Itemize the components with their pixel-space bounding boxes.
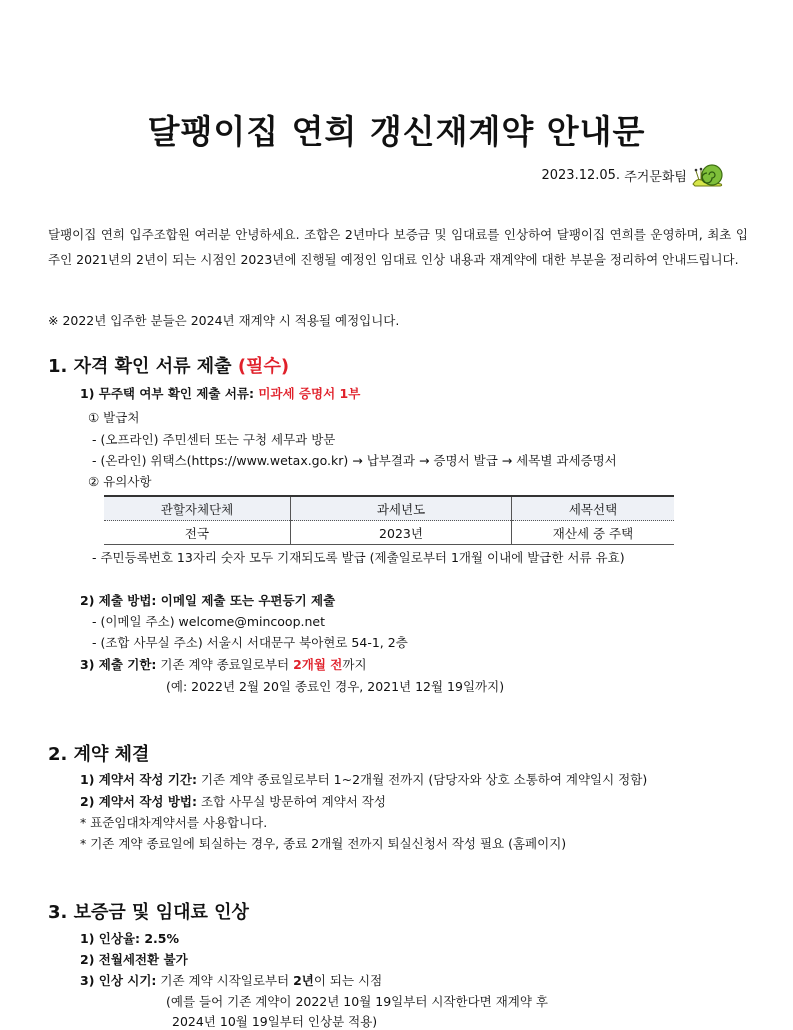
snail-logo-icon — [691, 162, 725, 188]
s3-item3 — [80, 971, 382, 989]
table-cell: 전국 — [104, 521, 291, 545]
s2-note-2: * 기존 계약 종료일에 퇴실하는 경우, 종료 2개월 전까지 퇴실신청서 작성 필요 (홈페이지) — [80, 836, 567, 851]
team-text: 주거문화팀 — [624, 169, 687, 185]
s1-item1-label: 1) 무주택 여부 확인 제출 서류: — [80, 386, 254, 401]
tax-selection-table — [104, 495, 674, 545]
s3-example-line-1: (예를 들어 기존 계약이 2022년 10월 19일부터 시작한다면 재계약 후 — [166, 994, 548, 1009]
section-1-heading — [48, 352, 289, 378]
s1-item3-suffix: 까지 — [342, 657, 367, 672]
table-header: 세목선택 — [512, 496, 675, 521]
s3-item3-period: 2년 — [293, 973, 314, 988]
s1-item3-text: 기존 계약 종료일로부터 — [160, 657, 290, 672]
page-title: 달팽이집 연희 갱신재계약 안내문 — [147, 112, 646, 151]
table-header-row — [104, 496, 674, 521]
s1-item3 — [80, 655, 367, 673]
s2-note-1: * 표준임대차계약서를 사용합니다. — [80, 815, 268, 830]
offline-method: - (오프라인) 주민센터 또는 구청 세무과 방문 — [92, 432, 336, 447]
s1-item2: 2) 제출 방법: 이메일 제출 또는 우편등기 제출 — [80, 593, 336, 608]
table-cell: 재산세 중 주택 — [512, 521, 675, 545]
s3-item2: 2) 전월세전환 불가 — [80, 952, 188, 967]
s2-item1 — [80, 770, 647, 788]
s2-item1-text: 기존 계약 종료일로부터 1~2개월 전까지 (담당자와 상호 소통하여 계약일시 정함) — [200, 772, 648, 787]
section-1-heading-text: 1. 자격 확인 서류 제출 — [48, 356, 232, 377]
caution-title: ② 유의사항 — [88, 474, 152, 489]
table-row — [104, 521, 674, 545]
email-address: - (이메일 주소) welcome@mincoop.net — [92, 614, 325, 629]
office-address: - (조합 사무실 주소) 서울시 서대문구 북아현로 54-1, 2층 — [92, 635, 408, 650]
s1-item3-example: (예: 2022년 2월 20일 종료인 경우, 2021년 12월 19일까지) — [166, 679, 505, 694]
resident-number-note: - 주민등록번호 13자리 숫자 모두 기재되도록 발급 (제출일로부터 1개월 이내에 발급한 서류 유효) — [92, 550, 625, 565]
s3-item3-label: 3) 인상 시기: — [80, 973, 157, 988]
s3-item3-suffix: 이 되는 시점 — [313, 973, 383, 988]
s2-item2-label: 2) 계약서 작성 방법: — [80, 794, 197, 809]
s3-item3-text: 기존 계약 시작일로부터 — [160, 973, 290, 988]
issuer-title: ① 발급처 — [88, 410, 140, 425]
table-header: 관할자체단체 — [104, 496, 291, 521]
required-label: (필수) — [237, 356, 290, 377]
s1-item1-value: 미과세 증명서 1부 — [258, 386, 361, 401]
s2-item2 — [80, 792, 386, 810]
section-3-heading: 3. 보증금 및 임대료 인상 — [48, 902, 249, 923]
notice-note: ※ 2022년 입주한 분들은 2024년 재계약 시 적용될 예정입니다. — [48, 313, 400, 328]
s3-example-line-2: 2024년 10월 19일부터 인상분 적용) — [172, 1014, 378, 1029]
s2-item1-label: 1) 계약서 작성 기간: — [80, 772, 197, 787]
s1-item1 — [80, 384, 360, 402]
online-method: - (온라인) 위택스(https://www.wetax.go.kr) → 납부결과 → 증명서 발급 → 세목별 과세증명서 — [92, 453, 617, 468]
intro-paragraph: 달팽이집 연희 입주조합원 여러분 안녕하세요. 조합은 2년마다 보증금 및 임대료를 인상하여 달팽이집 연희를 운영하며, 최초 입주인 2021년의 2년이 되는 시점인 2023년에 진행될 예정인 임대료 인상 내용과 재계약에 대한 부분을 정리하여 안내드립니다. — [48, 227, 748, 267]
date-text: 2023.12.05. — [541, 167, 621, 183]
table-cell: 2023년 — [291, 521, 512, 545]
table-header: 과세년도 — [291, 496, 512, 521]
s1-item3-deadline: 2개월 전 — [293, 657, 343, 672]
s1-item3-label: 3) 제출 기한: — [80, 657, 157, 672]
section-2-heading: 2. 계약 체결 — [48, 744, 150, 765]
dateline — [541, 162, 725, 188]
s3-item1: 1) 인상율: 2.5% — [80, 931, 180, 946]
s2-item2-text: 조합 사무실 방문하여 계약서 작성 — [200, 794, 386, 809]
